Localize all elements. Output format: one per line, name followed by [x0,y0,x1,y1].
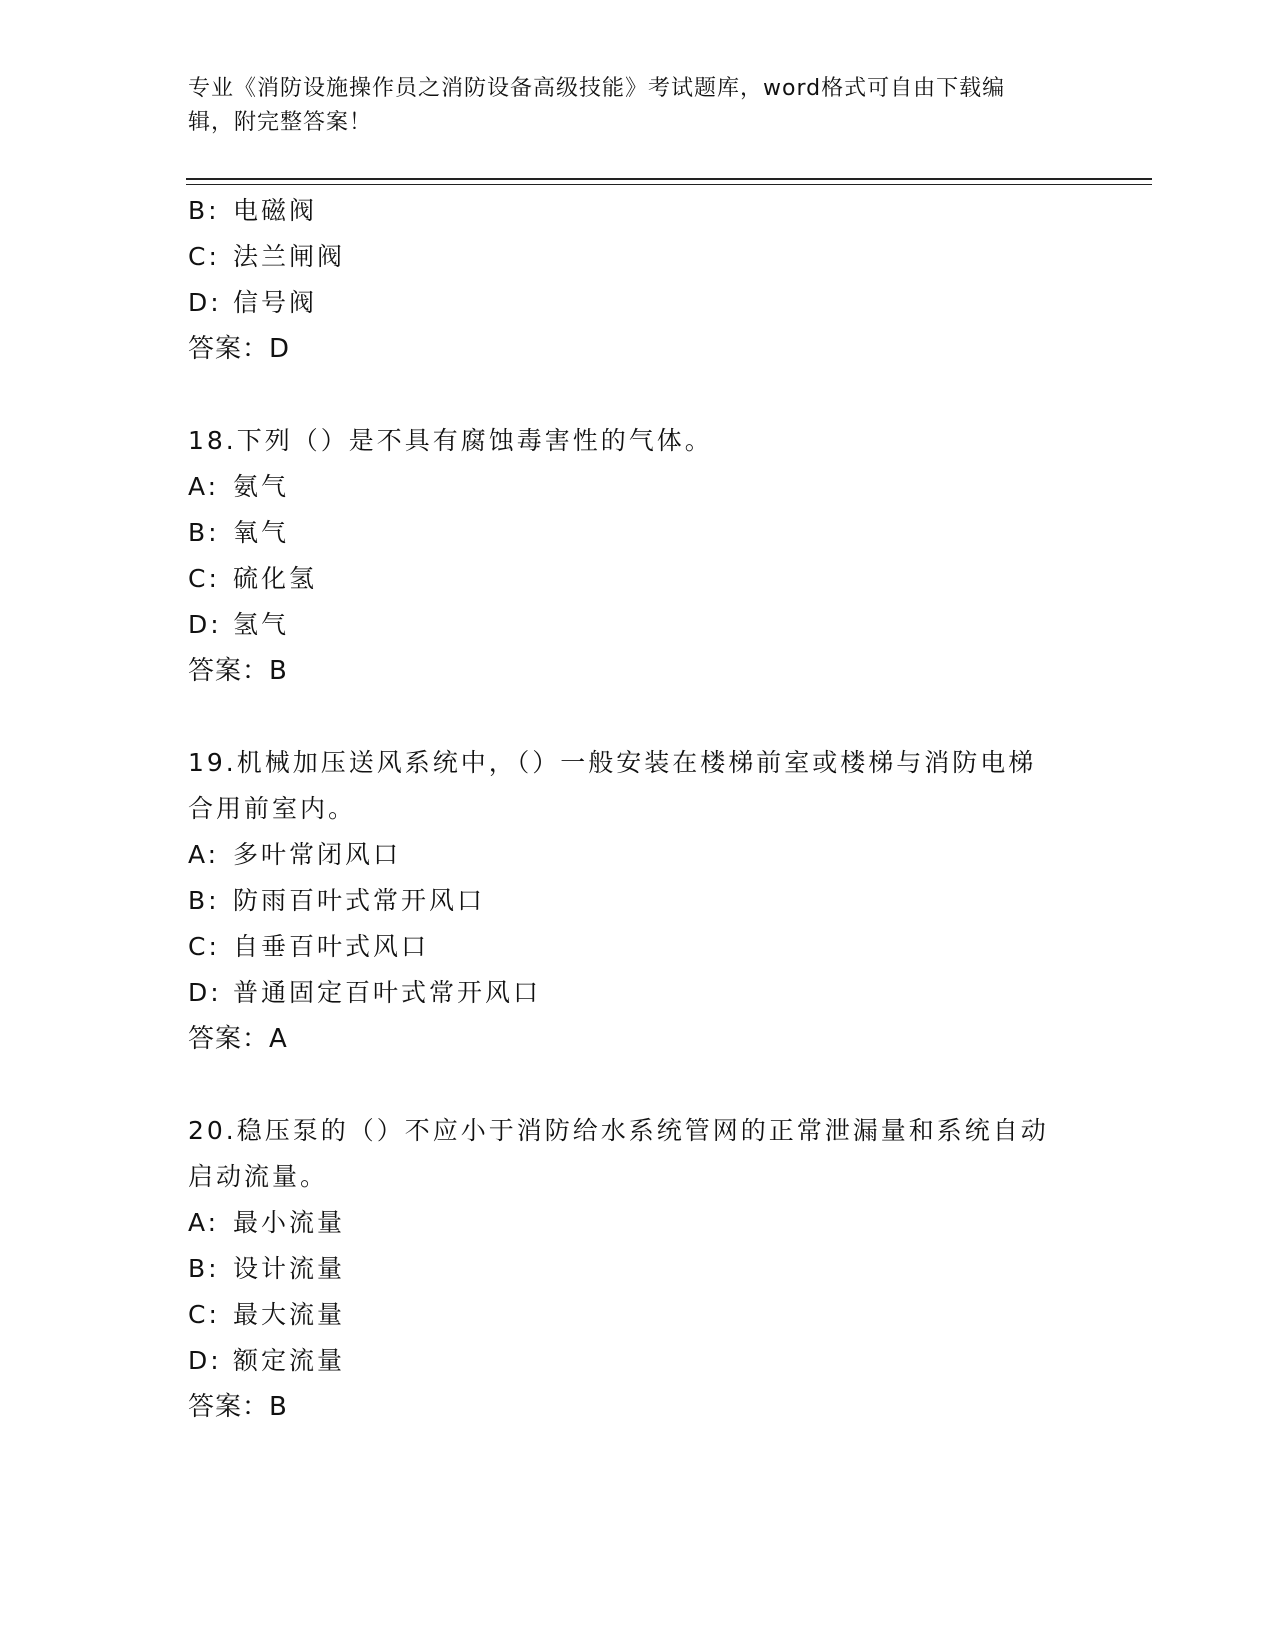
option-d: D: 普通固定百叶式常开风口 [188,978,542,1007]
question-stem: 18.下列（）是不具有腐蚀毒害性的气体。 [188,426,713,455]
answer: 答案：D [188,334,291,364]
header-divider-thin [186,184,1152,185]
option-a: A: 最小流量 [188,1208,346,1237]
answer: 答案：A [188,1024,288,1054]
header-divider-thick [186,178,1152,180]
question-19 [188,740,1088,1062]
option-b: B: 防雨百叶式常开风口 [188,886,486,915]
option-b: B: 电磁阀 [188,196,318,225]
option-a: A: 氨气 [188,472,290,501]
option-c: C: 硫化氢 [188,564,318,593]
question-20 [188,1108,1088,1430]
option-d: D: 额定流量 [188,1346,346,1375]
option-b: B: 设计流量 [188,1254,346,1283]
answer: 答案：B [188,656,288,686]
question-list [188,188,1088,1430]
option-c: C: 法兰闸阀 [188,242,346,271]
question-stem-line-2: 合用前室内。 [188,794,357,823]
option-c: C: 最大流量 [188,1300,346,1329]
question-stem-line-1: 20.稳压泵的（）不应小于消防给水系统管网的正常泄漏量和系统自动 [188,1116,1049,1145]
document-header [188,72,1068,140]
option-a: A: 多叶常闭风口 [188,840,402,869]
header-line-2: 辑，附完整答案！ [188,110,373,135]
question-stem-line-2: 启动流量。 [188,1162,329,1191]
option-d: D: 信号阀 [188,288,318,317]
option-b: B: 氧气 [188,518,290,547]
question-stem-line-1: 19.机械加压送风系统中，（）一般安装在楼梯前室或楼梯与消防电梯 [188,748,1037,777]
answer: 答案：B [188,1392,288,1422]
header-line-1: 专业《消防设施操作员之消防设备高级技能》考试题库，word格式可自由下载编 [188,76,1006,101]
question-18 [188,418,1088,694]
option-d: D: 氢气 [188,610,290,639]
question-17-tail [188,188,1088,372]
option-c: C: 自垂百叶式风口 [188,932,430,961]
